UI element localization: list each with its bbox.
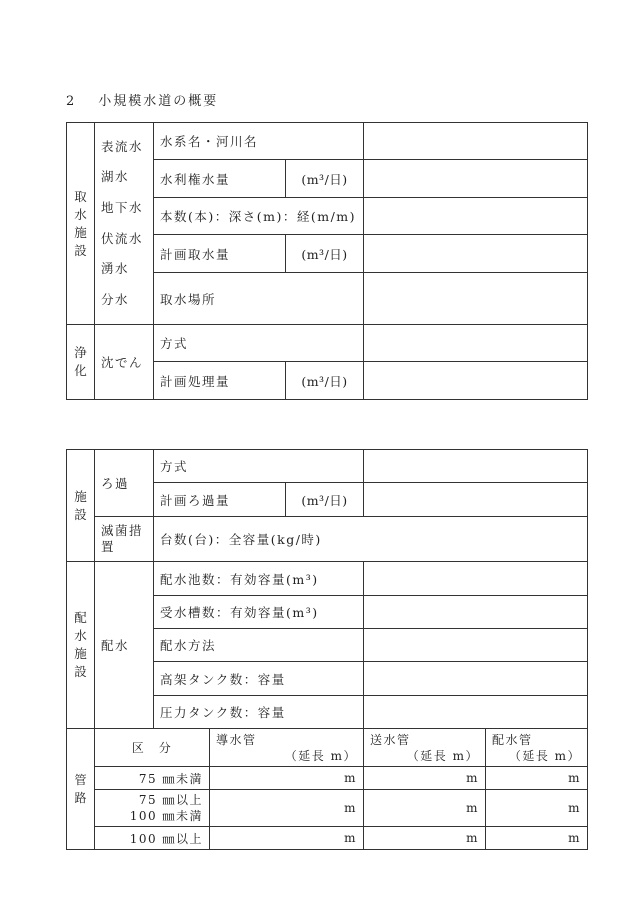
row-label: 水系名・河川名 — [154, 123, 364, 160]
row-label: 計画処理量 — [154, 362, 286, 400]
row-label: 圧力タンク数：容量 — [154, 696, 364, 729]
value-field[interactable] — [364, 450, 588, 483]
facility-category: 施 設 — [67, 450, 95, 562]
pipe-column-header: 送水管 （延長 m） — [364, 729, 486, 767]
value-field[interactable] — [364, 562, 588, 596]
row-label: 本数(本)：深さ(m)：経(m/m) — [154, 198, 364, 235]
distribution-category: 配 水 施 設 — [67, 562, 95, 729]
pipe-length-cell[interactable]: m — [486, 827, 588, 850]
source-item: 分水 — [101, 292, 130, 308]
pipe-size-label: 100 ㎜以上 — [95, 827, 210, 850]
pipe-column-header: 導水管 （延長 m） — [210, 729, 364, 767]
section-number: 2 — [66, 94, 77, 109]
pipe-column-header: 配水管 （延長 m） — [486, 729, 588, 767]
pipe-length-cell[interactable]: m — [210, 790, 364, 827]
row-label: 配水池数：有効容量(m³) — [154, 562, 364, 596]
value-field[interactable] — [364, 235, 588, 273]
row-label: 受水槽数：有効容量(m³) — [154, 596, 364, 629]
source-item: 湖水 — [101, 169, 130, 185]
pipe-length-cell[interactable]: m — [364, 827, 486, 850]
row-label: 高架タンク数：容量 — [154, 662, 364, 696]
row-label: 配水方法 — [154, 629, 364, 662]
pipe-length-cell[interactable]: m — [486, 790, 588, 827]
pipe-length-cell[interactable]: m — [364, 790, 486, 827]
intake-source-list — [95, 123, 154, 325]
source-item: 地下水 — [101, 200, 144, 216]
pipe-size-label: 75 ㎜以上 100 ㎜未満 — [95, 790, 210, 827]
distribution-method: 配水 — [95, 562, 154, 729]
intake-category: 取 水 施 設 — [67, 123, 95, 325]
pipe-length-cell[interactable]: m — [364, 767, 486, 790]
pipe-length-cell[interactable]: m — [210, 767, 364, 790]
intake-table — [66, 122, 588, 400]
value-field[interactable] — [364, 325, 588, 362]
unit-label: (m³/日) — [286, 483, 364, 517]
value-field[interactable] — [364, 198, 588, 235]
section-heading — [66, 90, 218, 109]
purify-method: 沈でん — [95, 325, 154, 400]
row-label: 水利権水量 — [154, 160, 286, 198]
source-item: 伏流水 — [101, 230, 144, 246]
unit-label: (m³/日) — [286, 235, 364, 273]
unit-label: (m³/日) — [286, 160, 364, 198]
source-item: 表流水 — [101, 138, 144, 154]
filter-method: ろ過 — [95, 450, 154, 517]
value-field[interactable] — [364, 123, 588, 160]
row-label: 計画ろ過量 — [154, 483, 286, 517]
source-item: 湧水 — [101, 261, 130, 277]
disinfect-method: 滅菌措 置 — [95, 517, 154, 562]
row-label: 方式 — [154, 325, 364, 362]
value-field[interactable] — [364, 273, 588, 325]
pipes-category: 管 路 — [67, 729, 95, 850]
value-field[interactable] — [364, 696, 588, 729]
pipes-section-header: 区 分 — [95, 729, 210, 767]
section-title: 小規模水道の概要 — [98, 94, 219, 109]
purify-category: 浄 化 — [67, 325, 95, 400]
value-field[interactable] — [364, 662, 588, 696]
unit-label: (m³/日) — [286, 362, 364, 400]
facility-table — [66, 449, 588, 850]
pipe-length-cell[interactable]: m — [486, 767, 588, 790]
pipe-size-label: 75 ㎜未満 — [95, 767, 210, 790]
value-field[interactable] — [364, 362, 588, 400]
row-label: 計画取水量 — [154, 235, 286, 273]
value-field[interactable] — [364, 596, 588, 629]
pipe-length-cell[interactable]: m — [210, 827, 364, 850]
value-field[interactable] — [364, 160, 588, 198]
row-label: 取水場所 — [154, 273, 364, 325]
value-field[interactable] — [364, 629, 588, 662]
value-field[interactable] — [364, 483, 588, 517]
row-label: 方式 — [154, 450, 364, 483]
row-label: 台数(台)：全容量(kg/時) — [154, 517, 588, 562]
